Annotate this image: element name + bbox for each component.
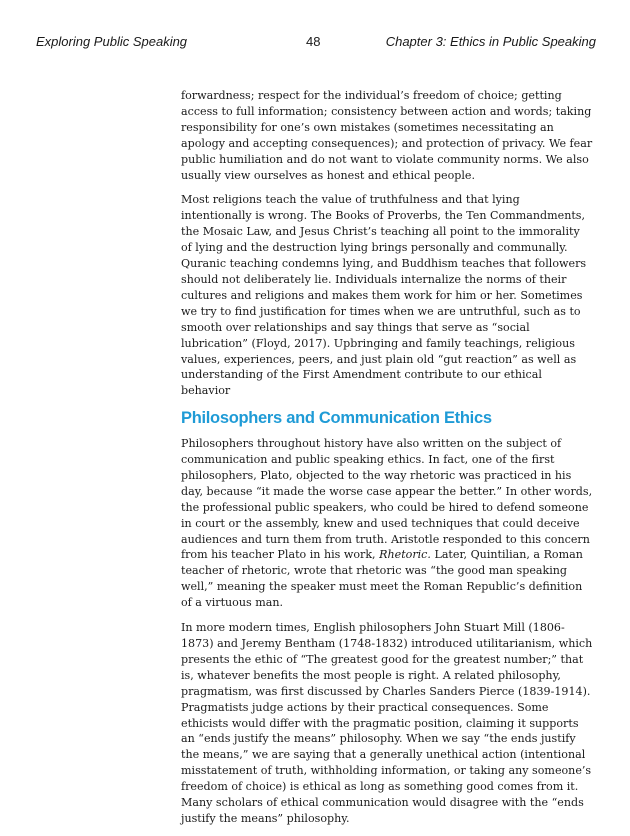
page-body: [181, 88, 593, 836]
paragraph-religion: Most religions teach the value of truthfulness and that lying intentionally is wrong. The Books of Proverbs, the Ten Commandments, the Mosaic Law, and Jesus Christ’s teaching all point to the immorality of lying and the destruction lying brings personally and communally. Quranic teaching condemns lying, and Buddhism teaches that followers should not deliberately lie. Individuals internalize the norms of their cultures and religions and makes them work for him or her. Sometimes we try to find justification for times when we are untruthful, such as to smooth over relationships and say things that serve as “social lubrication” (Floyd, 2017). Upbringing and family teachings, religious values, experiences, peers, and just plain old “gut reaction” as well as understanding of the First Amendment contribute to our ethical behavior: [181, 193, 587, 398]
running-header: [36, 34, 596, 54]
book-title: Exploring Public Speaking: [36, 34, 188, 49]
paragraph-philosophers-part2: Later, Quintilian, a Roman teacher of rhetoric, wrote that rhetoric was “the good man speaking well,” meaning the speaker must meet the Roman Republic’s definition of a virtuous man.: [181, 548, 583, 610]
section-heading: Philosophers and Communication Ethics: [181, 409, 492, 428]
paragraph-philosophers: [181, 436, 593, 611]
rhetoric-title: Rhetoric.: [379, 548, 431, 562]
page-number: 48: [306, 34, 321, 49]
paragraph-utilitarianism: In more modern times, English philosophers John Stuart Mill (1806-1873) and Jeremy Bentham (1748-1832) introduced utilitarianism, which presents the ethic of “The greatest good for the greatest number;” that is, whatever benefits the most people is right. A related philosophy, pragmatism, was first discussed by Charles Sanders Pierce (1839-1914). Pragmatists judge actions by their practical consequences. Some ethicists would differ with the pragmatic position, claiming it supports an “ends justify the means” philosophy. When we say “the ends justify the means,” we are saying that a generally unethical action (intentional misstatement of truth, withholding information, or taking any someone’s freedom of choice) is ethical as long as something good comes from it. Many scholars of ethical communication would disagree with the “ends justify the means” philosophy.: [181, 621, 593, 825]
chapter-title: Chapter 3: Ethics in Public Speaking: [385, 34, 596, 49]
paragraph-continued: forwardness; respect for the individual’s freedom of choice; getting access to full information; consistency between action and words; taking responsibility for one’s own mistakes (sometimes necessitating an apology and accepting consequences); and protection of privacy. We fear public humiliation and do not want to violate community norms. We also usually view ourselves as honest and ethical people.: [181, 89, 593, 182]
paragraph-philosophers-part1: Philosophers throughout history have also written on the subject of communication and public speaking ethics. In fact, one of the first philosophers, Plato, objected to the way rhetoric was practiced in his day, because “it made the worse case appear the better.” In other words, the professional public speakers, who could be hired to defend someone in court or the assembly, knew and used techniques that could deceive audiences and turn them from truth. Aristotle responded to this concern from his teacher Plato in his work,: [181, 437, 593, 562]
